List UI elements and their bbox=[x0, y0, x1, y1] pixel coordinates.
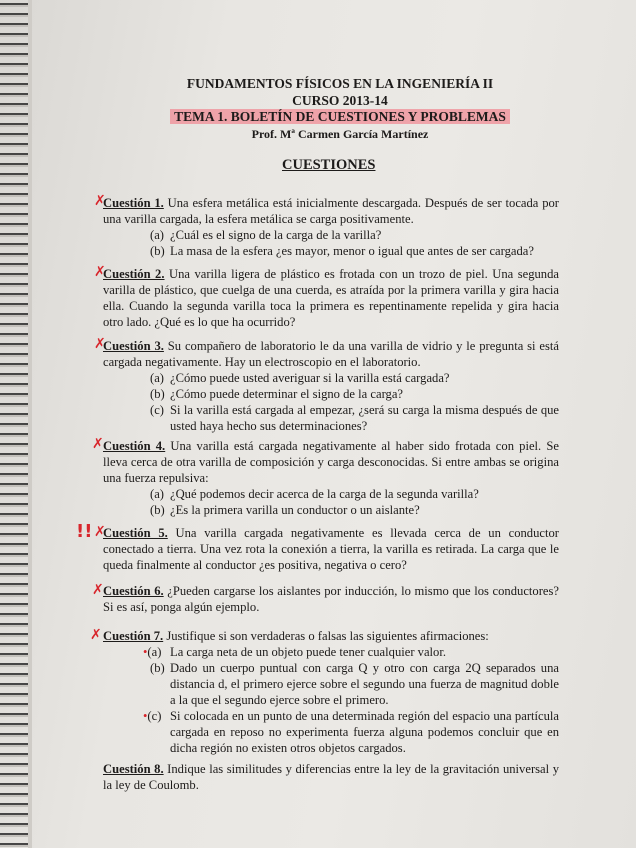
pen-bullet-mark: • bbox=[143, 645, 148, 659]
sub-item-text: Dado un cuerpo puntual con carga Q y otro con carga 2Q separados una distancia d, el primero ejerce sobre el segundo una fuerza de magnitud doble a la que el segundo ejerce sobre el primero. bbox=[170, 661, 559, 707]
sub-item-key: (a) bbox=[150, 371, 164, 385]
sub-item bbox=[150, 227, 559, 243]
question-text: Una varilla cargada negativamente es llevada cerca de un conductor conectado a tierra. Una vez rota la conexión a tierra, la varilla es retirada. La carga que le queda finalmente al conductor ¿es positiva, negativa o cero? bbox=[103, 526, 559, 572]
sub-item-key: •(c) bbox=[143, 709, 162, 723]
spiral-binding bbox=[0, 0, 30, 848]
sub-item-text: ¿Qué podemos decir acerca de la carga de la segunda varilla? bbox=[170, 487, 479, 501]
sub-item bbox=[143, 708, 559, 756]
sub-item bbox=[150, 486, 559, 502]
pen-bullet-mark: • bbox=[143, 709, 148, 723]
sub-item-text: Si la varilla está cargada al empezar, ¿será su carga la misma después de que usted haya hecho sus determinaciones? bbox=[170, 403, 559, 433]
course-title: FUNDAMENTOS FÍSICOS EN LA INGENIERÍA II bbox=[186, 76, 494, 91]
pen-tick-mark: ✗ bbox=[94, 193, 106, 209]
question-3 bbox=[103, 338, 559, 434]
sub-item bbox=[150, 243, 559, 259]
sub-item-key: (b) bbox=[150, 661, 165, 675]
question-label: Cuestión 2. bbox=[103, 267, 165, 281]
question-text: Una varilla ligera de plástico es frotada con un trozo de piel. Una segunda varilla de plástico, que cuelga de una cuerda, es atraída por la primera varilla y gira hacia ella. Cuando la segunda varilla toca la primera es repentinamente repelida y gira hacia otro lado. ¿Qué es lo que ha ocurrido? bbox=[103, 267, 559, 329]
page-edge bbox=[28, 0, 32, 848]
question-text: Una varilla está cargada negativamente al haber sido frotada con piel. Se lleva cerca de otra varilla de composición y carga desconocidas. Si entre ambas se origina una fuerza repulsiva: bbox=[103, 439, 559, 485]
sub-item-key: •(a) bbox=[143, 645, 162, 659]
sub-item-text: ¿Cómo puede usted averiguar si la varilla está cargada? bbox=[170, 371, 450, 385]
section-title: CUESTIONES bbox=[282, 157, 376, 173]
sub-item bbox=[150, 370, 559, 386]
sub-item-key: (a) bbox=[150, 487, 164, 501]
sub-item-text: ¿Es la primera varilla un conductor o un aislante? bbox=[170, 503, 420, 517]
question-2 bbox=[103, 266, 559, 330]
sub-item-text: ¿Cuál es el signo de la carga de la varilla? bbox=[170, 228, 382, 242]
question-7 bbox=[103, 628, 559, 756]
pen-tick-mark: ✗ bbox=[92, 436, 104, 452]
sub-item-text: ¿Cómo puede determinar el signo de la carga? bbox=[170, 387, 404, 401]
sub-item-text: Si colocada en un punto de una determinada región del espacio una partícula cargada en reposo no experimenta fuerza alguna podemos concluir que en dicha región no existen otros objetos cargados. bbox=[170, 709, 559, 755]
pen-tick-mark: ✗ bbox=[94, 524, 106, 540]
question-text: Una esfera metálica está inicialmente descargada. Después de ser tocada por una varilla cargada, la esfera metálica se carga positivamente. bbox=[103, 196, 559, 226]
sub-item-key: (a) bbox=[150, 228, 164, 242]
question-text: Su compañero de laboratorio le da una varilla de vidrio y le pregunta si está cargada negativamente. Hay un electroscopio en el laboratorio. bbox=[103, 339, 559, 369]
question-5 bbox=[103, 525, 559, 573]
question-label: Cuestión 6. bbox=[103, 584, 164, 598]
question-label: Cuestión 5. bbox=[103, 526, 168, 540]
sub-item-key: (b) bbox=[150, 503, 165, 517]
course-year: CURSO 2013-14 bbox=[292, 92, 388, 108]
question-label: Cuestión 3. bbox=[103, 339, 164, 353]
sub-item bbox=[150, 402, 559, 434]
pen-tick-mark: ✗ bbox=[92, 582, 104, 598]
question-4 bbox=[103, 438, 559, 518]
question-6 bbox=[103, 583, 559, 615]
sub-item-text: La carga neta de un objeto puede tener cualquier valor. bbox=[170, 645, 447, 659]
question-label: Cuestión 1. bbox=[103, 196, 164, 210]
pen-exclamation-mark: !! bbox=[76, 521, 93, 542]
question-label: Cuestión 7. bbox=[103, 629, 164, 643]
question-8 bbox=[103, 761, 559, 793]
question-1 bbox=[103, 195, 559, 259]
pen-tick-mark: ✗ bbox=[94, 336, 106, 352]
professor-name: Prof. Mª Carmen García Martínez bbox=[251, 126, 429, 141]
pen-tick-mark: ✗ bbox=[94, 264, 106, 280]
question-text: Indique las similitudes y diferencias entre la ley de la gravitación universal y la ley de Coulomb. bbox=[103, 762, 559, 792]
sub-item-key: (b) bbox=[150, 244, 165, 258]
question-text: ¿Pueden cargarse los aislantes por inducción, lo mismo que los conductores? Si es así, ponga algún ejemplo. bbox=[103, 584, 559, 614]
pen-tick-mark: ✗ bbox=[90, 627, 102, 643]
sub-item-key: (c) bbox=[150, 403, 164, 417]
question-label: Cuestión 4. bbox=[103, 439, 166, 453]
sub-item bbox=[150, 502, 559, 518]
sub-item bbox=[150, 660, 559, 708]
sub-item bbox=[143, 644, 559, 660]
sub-item bbox=[150, 386, 559, 402]
document-header bbox=[140, 76, 540, 142]
sub-item-key: (b) bbox=[150, 387, 165, 401]
question-text: Justifique si son verdaderas o falsas las siguientes afirmaciones: bbox=[163, 629, 489, 643]
topic-title: TEMA 1. BOLETÍN DE CUESTIONES Y PROBLEMAS bbox=[170, 109, 510, 124]
sub-item-text: La masa de la esfera ¿es mayor, menor o igual que antes de ser cargada? bbox=[170, 244, 534, 258]
question-label: Cuestión 8. bbox=[103, 762, 164, 776]
